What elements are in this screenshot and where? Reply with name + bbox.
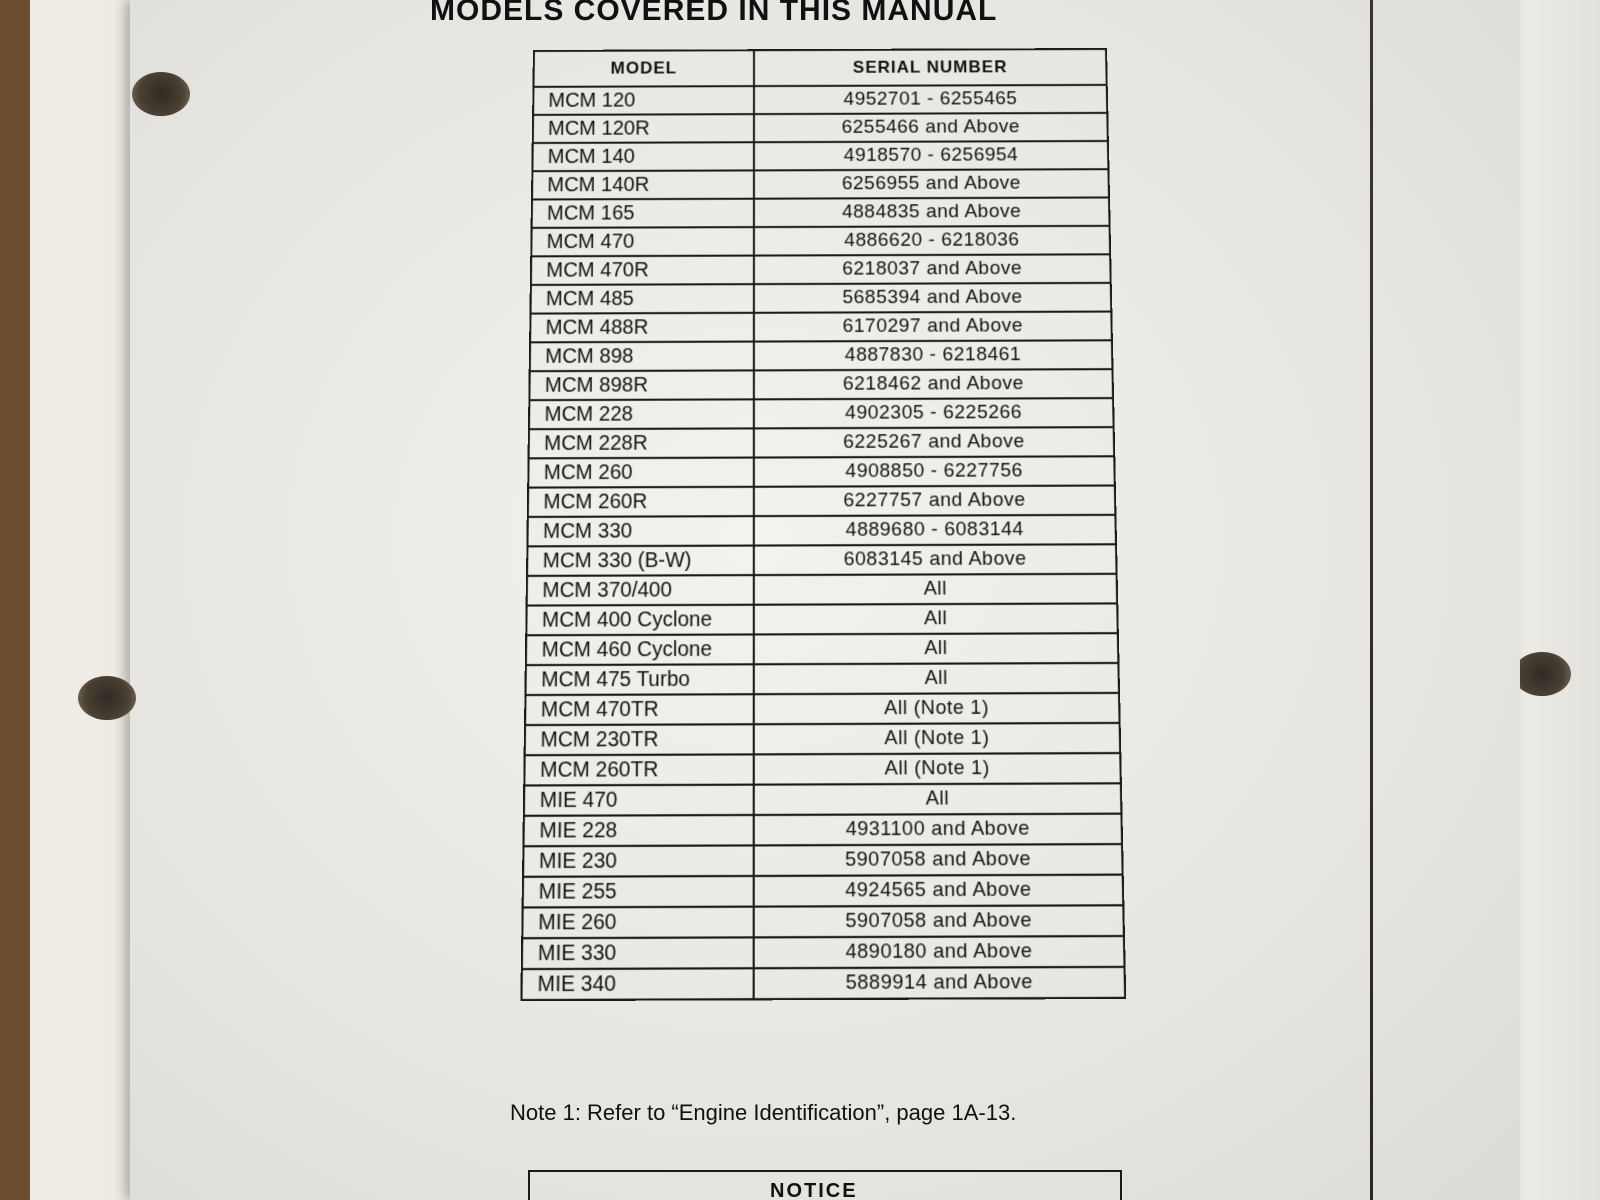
serial-number-cell: 4952701 - 6255465 xyxy=(754,85,1107,114)
table-row xyxy=(529,398,1114,429)
serial-number-cell: 4924565 and Above xyxy=(754,875,1124,907)
model-cell: MCM 330 (B-W) xyxy=(527,546,754,576)
model-cell: MCM 120R xyxy=(533,114,754,143)
table-row xyxy=(521,967,1125,1000)
table-row xyxy=(525,723,1121,755)
model-cell: MCM 165 xyxy=(532,199,754,228)
page-edge-shadow xyxy=(1370,0,1373,1200)
serial-number-cell: 6255466 and Above xyxy=(754,113,1108,142)
page-heading: MODELS COVERED IN THIS MANUAL xyxy=(430,0,998,27)
model-cell: MIE 255 xyxy=(523,876,754,907)
column-header-serial-number: SERIAL NUMBER xyxy=(754,49,1107,86)
serial-number-cell: All xyxy=(754,783,1122,815)
model-cell: MCM 488R xyxy=(530,313,754,343)
table-row xyxy=(526,633,1119,665)
model-cell: MIE 340 xyxy=(521,968,753,1000)
model-cell: MCM 120 xyxy=(533,86,754,115)
model-cell: MCM 400 Cyclone xyxy=(526,605,754,636)
serial-number-cell: 4887830 - 6218461 xyxy=(754,340,1113,370)
table-row xyxy=(531,254,1111,285)
serial-number-cell: 6083145 and Above xyxy=(754,544,1117,575)
serial-number-cell: 4889680 - 6083144 xyxy=(754,515,1116,546)
serial-number-cell: 4918570 - 6256954 xyxy=(754,141,1108,170)
serial-number-cell: 5889914 and Above xyxy=(754,967,1126,999)
model-cell: MCM 330 xyxy=(527,516,753,546)
serial-number-cell: All (Note 1) xyxy=(754,753,1121,785)
serial-number-cell: All (Note 1) xyxy=(754,693,1120,724)
models-table xyxy=(520,48,1126,1001)
table-row xyxy=(527,544,1117,576)
table-row xyxy=(529,369,1113,400)
model-cell: MCM 898R xyxy=(529,370,754,400)
model-cell: MCM 260TR xyxy=(524,754,753,785)
serial-number-cell: 4884835 and Above xyxy=(754,197,1110,227)
table-row xyxy=(529,427,1115,458)
notice-label: NOTICE xyxy=(770,1180,858,1200)
serial-number-cell: 6170297 and Above xyxy=(754,312,1112,342)
serial-number-cell: 4886620 - 6218036 xyxy=(754,226,1110,256)
serial-number-cell: All xyxy=(754,603,1118,634)
serial-number-cell: All xyxy=(754,574,1117,605)
serial-number-cell: All xyxy=(754,663,1119,694)
serial-number-cell: 6256955 and Above xyxy=(754,169,1109,199)
table-row xyxy=(523,814,1122,847)
column-header-model: MODEL xyxy=(533,50,754,87)
footnote: Note 1: Refer to “Engine Identification”, page 1A-13. xyxy=(510,1100,1017,1125)
serial-number-cell: 5907058 and Above xyxy=(754,905,1124,937)
table-row xyxy=(528,486,1116,517)
serial-number-cell: 5907058 and Above xyxy=(754,844,1123,876)
punch-hole-right-middle xyxy=(1513,652,1571,696)
model-cell: MCM 470R xyxy=(531,256,754,285)
model-cell: MCM 140R xyxy=(532,170,754,199)
serial-number-cell: 4908850 - 6227756 xyxy=(754,456,1115,487)
table-row xyxy=(532,141,1108,171)
model-cell: MCM 260 xyxy=(528,458,754,488)
table-row xyxy=(531,226,1110,257)
model-cell: MCM 228R xyxy=(529,428,754,458)
table-row xyxy=(522,905,1124,938)
table-row xyxy=(523,875,1124,908)
serial-number-cell: 5685394 and Above xyxy=(754,283,1111,313)
model-cell: MCM 370/400 xyxy=(527,575,754,605)
table-row xyxy=(525,693,1120,725)
model-cell: MCM 260R xyxy=(528,487,754,517)
table-row xyxy=(523,844,1123,877)
model-cell: MCM 228 xyxy=(529,399,754,429)
table-row xyxy=(530,312,1112,343)
serial-number-cell: 6225267 and Above xyxy=(754,427,1114,457)
table-row xyxy=(526,603,1118,635)
serial-number-cell: All (Note 1) xyxy=(754,723,1120,754)
model-cell: MCM 485 xyxy=(531,284,754,313)
model-cell: MCM 898 xyxy=(530,342,754,372)
model-cell: MCM 470 xyxy=(531,227,754,256)
table-row xyxy=(533,113,1108,143)
model-cell: MCM 475 Turbo xyxy=(525,664,753,695)
table-row xyxy=(528,456,1115,487)
table-row xyxy=(527,515,1116,547)
table-row xyxy=(524,753,1121,785)
model-cell: MIE 470 xyxy=(524,785,754,816)
serial-number-cell: 4902305 - 6225266 xyxy=(754,398,1114,428)
table-row xyxy=(522,936,1125,969)
table-row xyxy=(527,574,1118,606)
model-cell: MCM 460 Cyclone xyxy=(526,634,754,665)
table-row xyxy=(533,85,1107,115)
notice-box xyxy=(528,1170,1122,1200)
table-row xyxy=(532,197,1110,227)
table-body xyxy=(521,85,1125,1000)
model-cell: MCM 230TR xyxy=(525,724,754,755)
models-table-wrapper xyxy=(520,48,1126,1001)
punch-hole-left-middle xyxy=(78,676,136,720)
table-row xyxy=(530,340,1113,371)
table-header-row xyxy=(533,49,1106,87)
table-row xyxy=(531,283,1112,314)
serial-number-cell: 4931100 and Above xyxy=(754,814,1122,846)
model-cell: MIE 330 xyxy=(522,937,754,969)
table-row xyxy=(525,663,1119,695)
model-cell: MIE 260 xyxy=(522,907,753,939)
serial-number-cell: 6218037 and Above xyxy=(754,254,1111,284)
serial-number-cell: 6218462 and Above xyxy=(754,369,1113,399)
model-cell: MIE 230 xyxy=(523,845,754,876)
model-cell: MCM 470TR xyxy=(525,694,754,725)
table-row xyxy=(532,169,1109,199)
punch-hole-left-top xyxy=(132,72,190,116)
model-cell: MCM 140 xyxy=(532,142,754,171)
table-row xyxy=(524,783,1122,816)
serial-number-cell: 4890180 and Above xyxy=(754,936,1125,968)
model-cell: MIE 228 xyxy=(523,815,753,846)
serial-number-cell: 6227757 and Above xyxy=(754,486,1116,517)
serial-number-cell: All xyxy=(754,633,1119,664)
